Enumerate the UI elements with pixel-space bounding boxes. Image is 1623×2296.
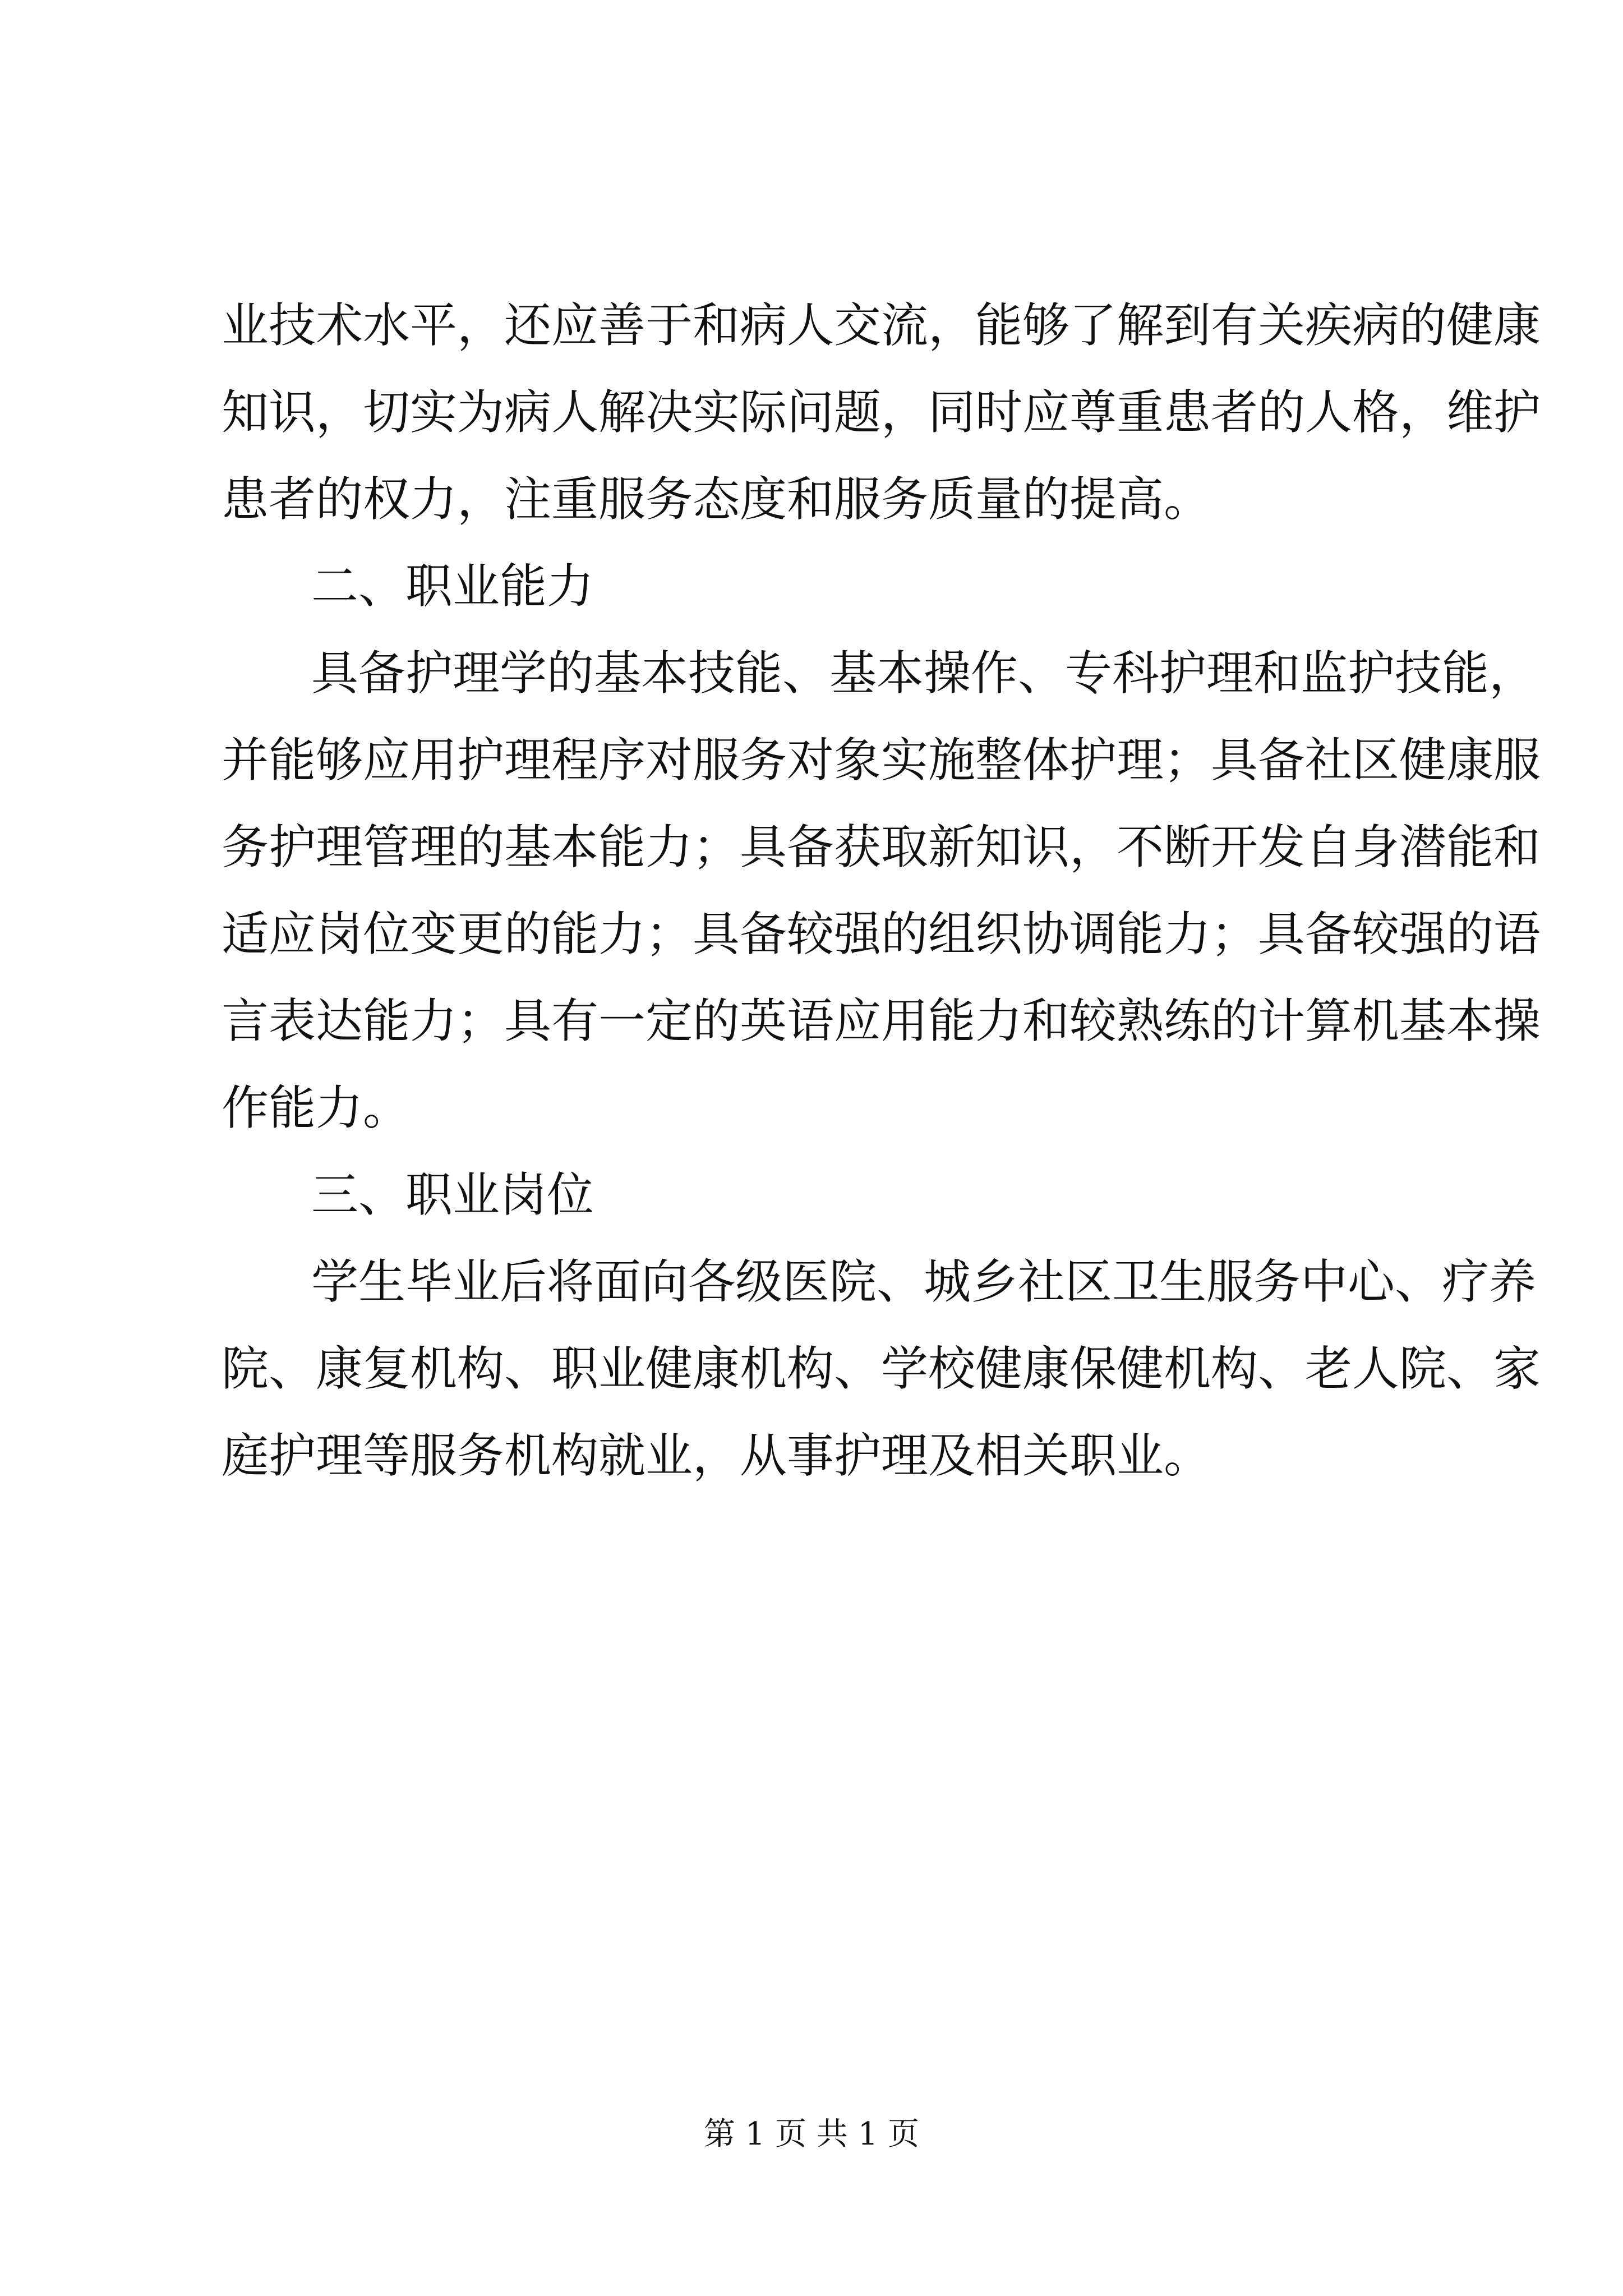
heading-section-3: 三、职业岗位	[311, 1167, 594, 1222]
paragraph-3-line-1: 学生毕业后将面向各级医院、城乡社区卫生服务中心、疗养	[311, 1254, 1537, 1309]
paragraph-3-line-3: 庭护理等服务机构就业，从事护理及相关职业。	[222, 1428, 1211, 1483]
paragraph-2-line-4: 适应岗位变更的能力；具备较强的组织协调能力；具备较强的语	[222, 907, 1541, 961]
paragraph-1-line-1: 业技术水平，还应善于和病人交流，能够了解到有关疾病的健康	[222, 298, 1541, 353]
paragraph-2-line-3: 务护理管理的基本能力；具备获取新知识，不断开发自身潜能和	[222, 820, 1541, 875]
paragraph-2-line-2: 并能够应用护理程序对服务对象实施整体护理；具备社区健康服	[222, 733, 1541, 788]
paragraph-1-line-3: 患者的权力，注重服务态度和服务质量的提高。	[222, 472, 1211, 527]
heading-section-2: 二、职业能力	[311, 559, 594, 614]
page-footer: 第 1 页 共 1 页	[703, 2116, 920, 2152]
paragraph-2-line-1: 具备护理学的基本技能、基本操作、专科护理和监护技能，	[311, 646, 1537, 701]
paragraph-2-line-5: 言表达能力；具有一定的英语应用能力和较熟练的计算机基本操	[222, 993, 1541, 1048]
paragraph-1-line-2: 知识，切实为病人解决实际问题，同时应尊重患者的人格，维护	[222, 385, 1541, 440]
paragraph-3-line-2: 院、康复机构、职业健康机构、学校健康保健机构、老人院、家	[222, 1341, 1541, 1396]
paragraph-2-line-6: 作能力。	[222, 1080, 411, 1135]
